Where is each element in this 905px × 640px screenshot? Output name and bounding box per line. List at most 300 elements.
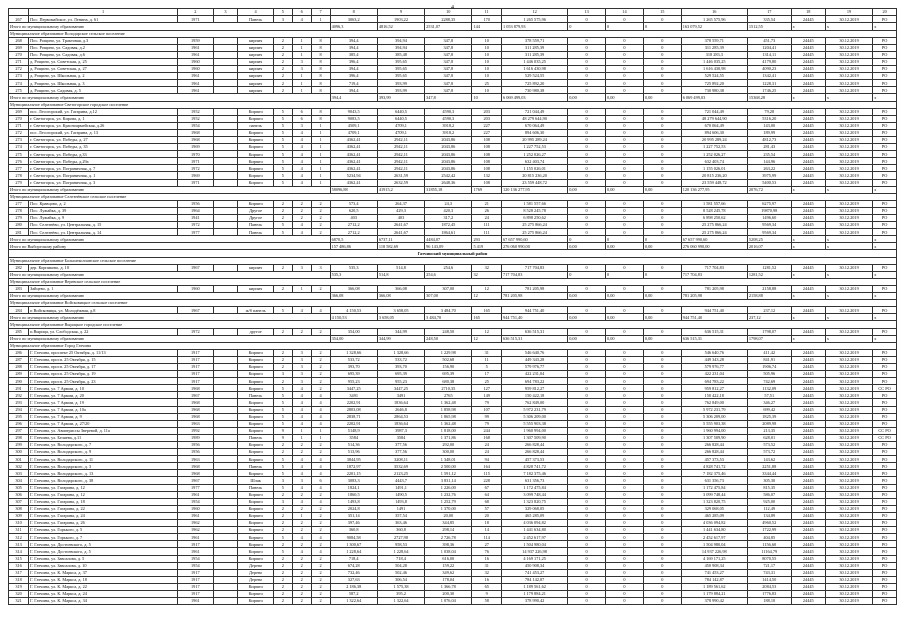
table-cell: 732,46 (330, 569, 377, 576)
table-cell: 8 (311, 115, 330, 122)
table-cell: РО (873, 583, 897, 590)
table-cell: 0 (643, 427, 681, 434)
table-cell: 30.12.2019 (825, 590, 872, 597)
table-cell: 4 (292, 144, 311, 151)
table-cell: 157 486,86 (330, 243, 377, 250)
table-cell: 784 142,87 (681, 576, 747, 583)
table-cell: 2 (311, 512, 330, 519)
table-cell: 1 155 026,01 (681, 165, 747, 172)
table-cell: 4709,1 (330, 129, 377, 136)
table-cell: 0 (606, 491, 644, 498)
table-row (9, 144, 897, 151)
table-cell: 2 (292, 215, 311, 222)
table-cell: Панель (238, 392, 273, 399)
table-cell: 2 (292, 442, 311, 449)
table-cell: 1 581 557,66 (681, 200, 747, 207)
table-cell: 10 (472, 44, 502, 51)
table-cell: РО (873, 392, 897, 399)
table-cell: Панель (238, 484, 273, 491)
table-cell: 502,68 (425, 356, 472, 363)
table-cell: 1722,99 (747, 527, 791, 534)
table-cell: 347,8 (425, 37, 472, 44)
table-cell: 3918,2 (425, 122, 472, 129)
table-cell: 1342,41 (747, 73, 791, 80)
table-cell: 1 (292, 73, 311, 80)
housing-repair-table (8, 8, 897, 605)
table-cell: 2 (273, 328, 292, 335)
table-cell: 4090,23 (747, 66, 791, 73)
table-cell: Г. Гатчина, просп. 25 Октября, д. 17 (29, 363, 178, 370)
table-cell: 620,5 (330, 207, 377, 214)
table-cell: 366,08 (377, 285, 424, 292)
table-cell: 5 (273, 484, 292, 491)
table-row (9, 87, 897, 94)
table-cell: 4 (292, 534, 311, 541)
table-cell: 5 (273, 151, 292, 158)
table-cell: x (791, 293, 825, 300)
table-cell: 2 186,38 (330, 583, 377, 590)
table-cell: 9043,5 (330, 108, 377, 115)
table-cell: 2 (292, 527, 311, 534)
table-cell: 20 995 289,24 (502, 136, 568, 143)
table-cell: 5 419 (472, 243, 502, 250)
table-cell: 360,8 (330, 527, 377, 534)
table-cell: Г. Гатчина, ул. Володарского, д. 13 (29, 470, 178, 477)
table-cell: 0 (643, 378, 681, 385)
subtotal-label: Итого по муниципальному образованию (9, 236, 331, 243)
table-row (9, 215, 897, 222)
table-cell: 0 (568, 37, 606, 44)
table-cell: 404,85 (747, 534, 791, 541)
table-cell: 385,4 (330, 51, 377, 58)
table-cell: 24445 (791, 222, 825, 229)
table-cell: 1 (292, 37, 311, 44)
table-cell: 108 (472, 151, 502, 158)
table-cell (213, 229, 238, 236)
table-cell: 2 (273, 285, 292, 292)
table-cell: 2942,11 (377, 158, 424, 165)
table-cell: 5 (273, 420, 292, 427)
table-cell: 266 828,44 (502, 449, 568, 456)
table-cell: 150 422,18 (502, 392, 568, 399)
table-cell: x (873, 314, 897, 321)
table-cell (213, 87, 238, 94)
table-cell: 5 (273, 144, 292, 151)
table-cell (213, 548, 238, 555)
table-cell: 2712,2 (330, 222, 377, 229)
municipality-heading-row (9, 257, 897, 264)
table-cell: 5 (273, 392, 292, 399)
table-cell: 1961 (178, 80, 213, 87)
municipality-heading-row (9, 342, 897, 349)
table-row (9, 427, 897, 434)
table-cell: 1 575,38 (377, 583, 424, 590)
table-cell: 1961 (178, 534, 213, 541)
table-cell: 132 (472, 172, 502, 179)
table-cell: 721 044,49 (681, 108, 747, 115)
table-cell: 305 (9, 484, 29, 491)
table-cell (213, 16, 238, 23)
table-cell: 108 (472, 179, 502, 186)
table-cell: 268 (9, 37, 29, 44)
table-cell (213, 378, 238, 385)
table-row (9, 108, 897, 115)
table-cell: 30.12.2019 (825, 172, 872, 179)
table-cell: 21 (472, 200, 502, 207)
table-cell: 0 (568, 136, 606, 143)
table-cell: 30.12.2019 (825, 534, 872, 541)
table-cell: 2838,71 (330, 413, 377, 420)
table-cell: РО (873, 590, 897, 597)
table-cell: 0 (568, 385, 606, 392)
table-row (9, 37, 897, 44)
table-cell: 307,00 (425, 293, 472, 300)
table-cell: 636 515,31 (502, 335, 568, 342)
table-cell: 4 (292, 158, 311, 165)
table-cell: 0 (606, 527, 644, 534)
table-cell: 0 (643, 51, 681, 58)
table-cell: 395,2 (377, 590, 424, 597)
table-cell: 4362,41 (330, 179, 377, 186)
table-cell: 30.12.2019 (825, 555, 872, 562)
table-cell: 272 (9, 66, 29, 73)
table-cell: Кирпич (238, 200, 273, 207)
table-cell: 894 606,30 (502, 129, 568, 136)
table-cell: 297 (9, 427, 29, 434)
table-cell (213, 505, 238, 512)
table-cell: 276 060 990,00 (681, 243, 747, 250)
table-cell: x (825, 94, 872, 101)
table-cell: 279 (9, 179, 29, 186)
table-cell (213, 222, 238, 229)
table-cell: Г. Гатчина, ул. К. Маркса, д. 22 (29, 583, 178, 590)
table-cell: 281,43 (747, 144, 791, 151)
table-cell: 959 812,27 (681, 385, 747, 392)
table-cell: 111 (472, 222, 502, 229)
table-cell: 24445 (791, 264, 825, 271)
subtotal-label: Итого по Выборгскому району (9, 243, 331, 250)
table-cell: 150 422,18 (681, 392, 747, 399)
table-cell: 396,4 (330, 58, 377, 65)
table-cell: Г. Гатчина, ул. Завоалова, д. 5 (29, 555, 178, 562)
table-cell: 4 (292, 484, 311, 491)
table-cell: Кирпич (238, 598, 273, 605)
table-cell: 4816,52 (377, 23, 424, 30)
table-cell: Г. Гатчина, проспект 25 Октября, д. 11/13 (29, 349, 178, 356)
table-cell: 9 (273, 434, 292, 441)
table-cell: 3 (292, 363, 311, 370)
table-cell: 0 (606, 51, 644, 58)
table-cell: 30.12.2019 (825, 512, 872, 519)
table-cell: 24445 (791, 583, 825, 590)
table-cell: РО (873, 87, 897, 94)
table-cell: 730 980,38 (681, 87, 747, 94)
table-cell: 0 (568, 23, 606, 30)
table-cell: Дерево (238, 576, 273, 583)
table-cell: 335,54 (747, 16, 791, 23)
table-cell: 0 (606, 442, 644, 449)
table-cell: 1962 (178, 520, 213, 527)
table-cell: 347,8 (425, 87, 472, 94)
table-cell: 0,00 (643, 335, 681, 342)
table-cell: 30.12.2019 (825, 406, 872, 413)
table-cell: 0 (568, 392, 606, 399)
table-cell (213, 583, 238, 590)
table-cell: 24445 (791, 122, 825, 129)
table-cell: x (873, 335, 897, 342)
table-cell: 1746,25 (747, 87, 791, 94)
table-cell: 4 (292, 385, 311, 392)
table-cell: 0 (606, 207, 644, 214)
table-cell: 1490,5 (377, 491, 424, 498)
table-cell: 4 (292, 179, 311, 186)
table-cell: 2 452 617,97 (681, 534, 747, 541)
table-cell: 30.12.2019 (825, 449, 872, 456)
table-cell: 0 (606, 548, 644, 555)
table-cell: 420,3 (425, 207, 472, 214)
table-cell: 2 (292, 555, 311, 562)
table-cell: Кирпич (238, 541, 273, 548)
table-cell: 1 189 561,62 (681, 583, 747, 590)
table-row (9, 406, 897, 413)
table-cell: 12 (472, 285, 502, 292)
table-cell: 1956 (178, 442, 213, 449)
table-cell: 24445 (791, 548, 825, 555)
table-cell (213, 151, 238, 158)
table-cell: 65 (472, 583, 502, 590)
table-cell: 1 362,48 (425, 399, 472, 406)
table-cell: 0 (606, 23, 644, 30)
table-cell: 0 (643, 222, 681, 229)
table-cell: 0 (643, 16, 681, 23)
table-cell: 30.12.2019 (825, 413, 872, 420)
table-cell: Кирпич (238, 136, 273, 143)
table-cell: 2 (311, 442, 330, 449)
table-cell: 0 (568, 58, 606, 65)
table-cell: 24445 (791, 215, 825, 222)
table-cell: 4590,3 (425, 108, 472, 115)
table-cell: Кирпич (238, 548, 273, 555)
subtotal-label: Итого по муниципальному образованию (9, 271, 331, 278)
table-cell: 4960,52 (747, 520, 791, 527)
table-cell: 0 (568, 264, 606, 271)
table-cell: РО (873, 66, 897, 73)
table-cell: 393,99 (377, 94, 424, 101)
table-cell: 5 (273, 165, 292, 172)
table-cell: 24445 (791, 200, 825, 207)
table-cell: Пос. Первомайское, ул. Ленина, д. 61 (29, 16, 178, 23)
table-cell: x (791, 243, 825, 250)
table-cell: 317,2 (425, 215, 472, 222)
table-cell: 0 (643, 207, 681, 214)
table-cell: 1971 (178, 179, 213, 186)
table-cell: x (825, 271, 872, 278)
table-cell (213, 172, 238, 179)
table-cell (213, 434, 238, 441)
table-cell: 2 (311, 505, 330, 512)
table-cell: 8 (311, 37, 330, 44)
table-cell: Кирпич (238, 583, 273, 590)
table-cell: 0 (606, 172, 644, 179)
table-cell: РО (873, 44, 897, 51)
table-cell: 25 275 866,24 (502, 229, 568, 236)
table-cell: 457 373,53 (681, 456, 747, 463)
table-cell: 0 (568, 87, 606, 94)
table-cell: 1 (311, 179, 330, 186)
table-cell: 393,70 (377, 363, 424, 370)
table-cell: Г. Гатчина, ул. Беляева, д.11 (29, 434, 178, 441)
table-cell: 4 (311, 420, 330, 427)
table-cell: 134,89 (747, 512, 791, 519)
table-cell: 0 (643, 590, 681, 597)
table-cell: 244 (472, 427, 502, 434)
table-cell: 24445 (791, 569, 825, 576)
table-cell: 2 (311, 569, 330, 576)
table-row (9, 207, 897, 214)
table-cell: 235,54 (747, 151, 791, 158)
header-cell: 11 (472, 9, 502, 16)
table-cell: 143,62 (747, 456, 791, 463)
table-cell: г. Светогорск, ул. Пограничная, д. 1 (29, 172, 178, 179)
document-page (8, 5, 897, 605)
table-cell: 377,56 (377, 449, 424, 456)
table-cell: 24445 (791, 427, 825, 434)
table-cell: 781 205,98 (502, 285, 568, 292)
table-cell: 0 (568, 73, 606, 80)
table-cell: 273 (9, 136, 29, 143)
district-heading-row (9, 250, 897, 257)
table-cell: 944 751,40 (681, 314, 747, 321)
table-cell: 3491 (330, 392, 377, 399)
table-cell: 2646,8 (377, 406, 424, 413)
table-cell: 4 (292, 151, 311, 158)
table-cell: 30.12.2019 (825, 484, 872, 491)
table-cell: 1 155 026,01 (502, 165, 568, 172)
table-cell: Г. Гатчина, ул. Володарского, д. 9 (29, 449, 178, 456)
table-cell: 394,4 (330, 44, 377, 51)
table-cell: 24445 (791, 363, 825, 370)
table-cell: x (791, 23, 825, 30)
table-cell: 394,4 (330, 66, 377, 73)
table-cell: 1 322,64 (377, 598, 424, 605)
table-cell: 4 (311, 456, 330, 463)
table-cell: Пос. Рощино, ул. Трактовая, д.3 (29, 37, 178, 44)
table-cell: 422 231,04 (681, 371, 747, 378)
table-cell: 955,23 (377, 378, 424, 385)
table-cell: 3 099 748,44 (681, 491, 747, 498)
table-cell: 286 (9, 349, 29, 356)
table-cell: 14 937 226,98 (681, 548, 747, 555)
table-cell: РО (873, 285, 897, 292)
municipality-heading-row (9, 278, 897, 285)
table-cell: 2 (311, 590, 330, 597)
table-cell: 0 (643, 512, 681, 519)
table-cell: 58096,88 (330, 186, 377, 193)
table-cell: 0 (643, 534, 681, 541)
table-cell: 0 (568, 158, 606, 165)
table-cell: 2043,86 (425, 144, 472, 151)
table-cell: 0 (606, 399, 644, 406)
table-cell: 24445 (791, 144, 825, 151)
table-cell: 0 (606, 371, 644, 378)
table-cell: 25 (472, 378, 502, 385)
table-cell: 2202,91 (330, 420, 377, 427)
subtotal-label: Итого по муниципальному образованию (9, 94, 331, 101)
table-cell: 24445 (791, 87, 825, 94)
table-cell: 0 (568, 165, 606, 172)
subtotal-row (9, 23, 897, 30)
table-cell: 674,28 (330, 562, 377, 569)
table-cell: 2 (311, 363, 330, 370)
table-cell: 318 283,3 (681, 51, 747, 58)
table-cell: 4 036 094,82 (681, 520, 747, 527)
table-cell: 1491 (377, 505, 424, 512)
table-cell: 0 (643, 129, 681, 136)
table-cell: 3083,3 (330, 477, 377, 484)
table-cell: 16 (472, 555, 502, 562)
table-row (9, 434, 897, 441)
table-cell: 1 616 430,98 (502, 66, 568, 73)
table-cell: 0 (568, 16, 606, 23)
table-row (9, 165, 897, 172)
table-cell: 1971 (178, 158, 213, 165)
table-cell (213, 37, 238, 44)
table-cell: 1964 (178, 207, 213, 214)
table-cell (213, 44, 238, 51)
table-cell: 24445 (791, 541, 825, 548)
table-cell: РО (873, 413, 897, 420)
table-cell: 0 (568, 583, 606, 590)
table-cell: 30.12.2019 (825, 442, 872, 449)
table-cell: 1961 (178, 44, 213, 51)
table-cell: 1414,50 (747, 576, 791, 583)
table-cell: 2 (311, 356, 330, 363)
table-cell: 24,3 (425, 200, 472, 207)
table-cell: 107 (472, 406, 502, 413)
table-cell (213, 349, 238, 356)
table-cell: 354,00 (330, 335, 377, 342)
table-cell: 1 323 820,75 (681, 498, 747, 505)
table-cell: 5 (273, 406, 292, 413)
table-cell: 0 (568, 378, 606, 385)
table-cell: 2803,08 (330, 406, 377, 413)
municipality-heading: Муниципальное образование Войсковицкое сельское поселение (9, 300, 897, 307)
table-cell: 0 (568, 442, 606, 449)
table-row (9, 442, 897, 449)
table-cell (213, 115, 238, 122)
table-cell: Г. Гатчина, ул. К. Маркса, д. 24 (29, 590, 178, 597)
table-cell: 3 (292, 66, 311, 73)
table-cell: Кирпич (238, 378, 273, 385)
table-cell: Г. Гатчина, ул. 7 Армии, д. 19 (29, 399, 178, 406)
table-cell: 1954 (178, 498, 213, 505)
table-cell: 30.12.2019 (825, 392, 872, 399)
table-cell: 24 (472, 442, 502, 449)
table-cell: 4 (292, 470, 311, 477)
table-cell: д. Рощино, ул. Советская, д. 25 (29, 58, 178, 65)
table-cell: 0 (606, 271, 644, 278)
table-cell: РО (873, 505, 897, 512)
header-cell: 2 (178, 9, 213, 16)
table-cell: 2 (273, 505, 292, 512)
table-cell: 30.12.2019 (825, 541, 872, 548)
table-cell: 2 (311, 555, 330, 562)
table-cell: 24445 (791, 371, 825, 378)
table-cell: 4 (292, 413, 311, 420)
table-cell: 366,08 (330, 285, 377, 292)
table-cell: 24445 (791, 576, 825, 583)
table-cell: 0 (568, 151, 606, 158)
